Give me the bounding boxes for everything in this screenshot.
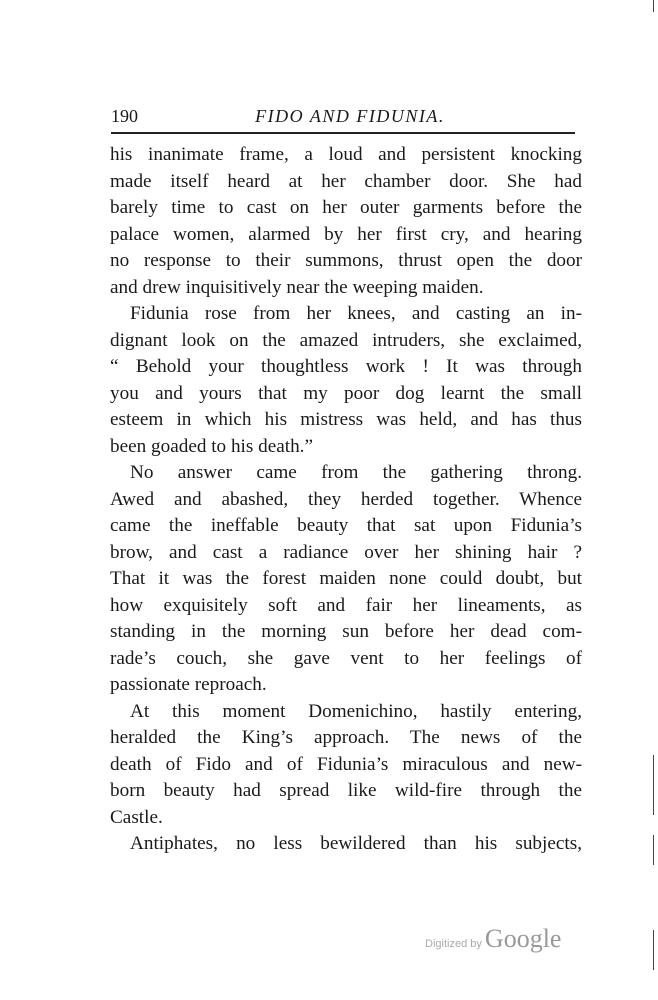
text-line: passionate reproach. (110, 674, 267, 695)
text-line: been goaded to his death.” (110, 435, 313, 457)
text-line: Antiphates, no less bewildered than his subjects, (130, 833, 582, 854)
text-line: his inanimate frame, a loud and persistent knocking (110, 144, 582, 165)
text-line: made itself heard at her chamber door. She had (110, 170, 582, 192)
text-line: brow, and cast a radiance over her shining hair ? (110, 541, 582, 563)
text-line: no response to their summons, thrust open the door (110, 250, 582, 271)
header-rule (111, 132, 575, 134)
watermark-prefix: Digitized by (425, 938, 482, 950)
text-line: rade’s couch, she gave vent to her feelings of (110, 647, 582, 669)
text-line: barely time to cast on her outer garments before the (110, 197, 582, 218)
text-line: Fidunia rose from her knees, and casting an in- (130, 303, 582, 324)
text-line: you and yours that my poor dog learnt the small (110, 382, 582, 404)
text-line: came the ineffable beauty that sat upon Fidunia’s (110, 515, 582, 536)
text-line: dignant look on the amazed intruders, she exclaimed, (110, 329, 582, 351)
google-watermark (425, 924, 561, 954)
text-line: heralded the King’s approach. The news of the (110, 727, 582, 748)
text-line: and drew inquisitively near the weeping maiden. (110, 276, 484, 298)
watermark-brand: Google (484, 924, 562, 953)
body-text (110, 142, 582, 858)
text-line: esteem in which his mistress was held, and has thus (110, 409, 582, 430)
text-line: born beauty had spread like wild-fire through the (110, 780, 582, 801)
text-line: That it was the forest maiden none could doubt, but (110, 568, 582, 589)
running-title: FIDO AND FIDUNIA. (255, 106, 445, 126)
page-edge-mark (653, 835, 654, 865)
text-line: At this moment Domenichino, hastily entering, (130, 700, 582, 722)
page-edge-mark (653, 930, 654, 970)
text-line: palace women, alarmed by her first cry, and hearing (110, 223, 582, 245)
text-line: standing in the morning sun before her dead com- (110, 621, 582, 642)
text-line: “ Behold your thoughtless work ! It was through (110, 356, 582, 377)
text-line: No answer came from the gathering throng. (130, 462, 582, 483)
page-number: 190 (111, 106, 138, 126)
text-line: how exquisitely soft and fair her lineaments, as (110, 594, 582, 616)
text-line: death of Fido and of Fidunia’s miraculous and new- (110, 753, 582, 775)
page-edge-mark (653, 755, 654, 815)
text-line: Awed and abashed, they herded together. Whence (110, 488, 582, 510)
text-line: Castle. (110, 806, 163, 828)
page-edge-mark (653, 0, 654, 12)
